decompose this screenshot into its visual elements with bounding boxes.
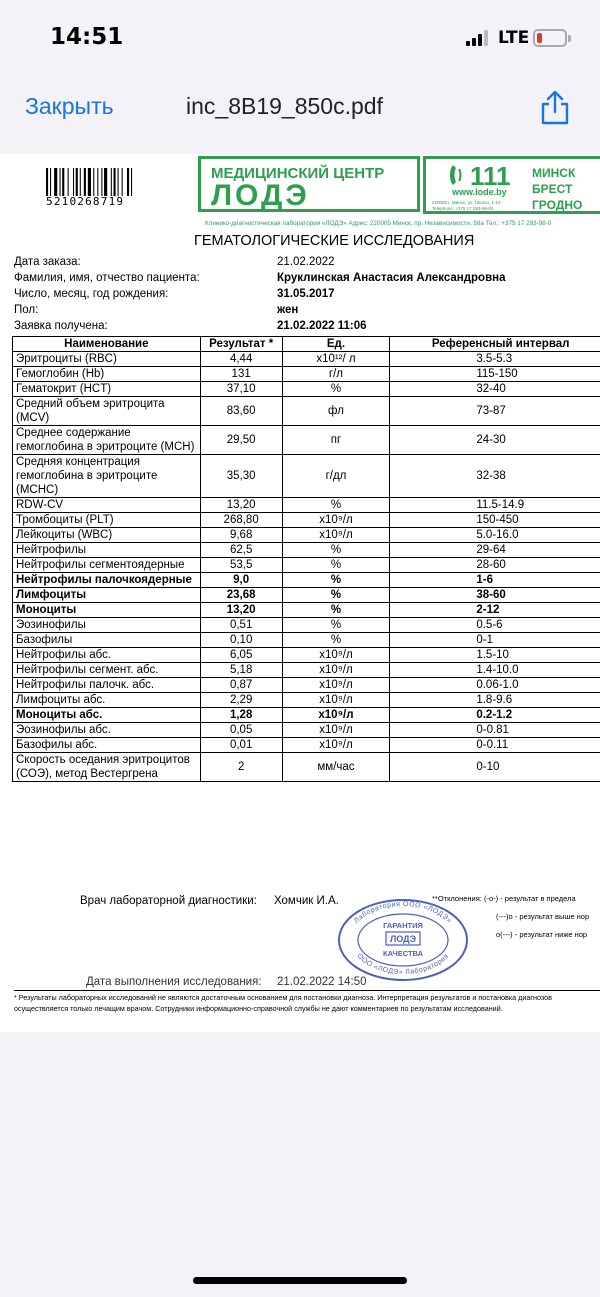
clinic-site: www.lode.by (452, 187, 507, 197)
cell-name: Нейтрофилы (13, 543, 201, 558)
info-value: Круклинская Анастасия Александровна (277, 272, 506, 284)
table-row (13, 738, 600, 753)
legend-line: **Отклонения: (-о-) - результат в предела (432, 894, 576, 903)
cell-name: Тромбоциты (PLT) (13, 513, 201, 528)
cell-name: Средняя концентрация гемоглобина в эритроците (MCHC) (13, 455, 201, 498)
barcode-number: 5210268719 (46, 195, 125, 208)
cell-name: Лимфоциты абс. (13, 693, 201, 708)
cell-name: Базофилы абс. (13, 738, 201, 753)
small-phone-line: Telephone: +375 17 293-98-00 (432, 206, 494, 211)
legend-line: (---)о - результат выше нор (496, 912, 590, 921)
logo-line1: МЕДИЦИНСКИЙ ЦЕНТР (211, 165, 385, 182)
cell-reference: 11.5-14.9 (390, 498, 600, 513)
cell-name: Средний объем эритроцита (MCV) (13, 397, 201, 426)
divider (14, 990, 600, 991)
logo-line2: ЛОДЭ (211, 179, 310, 212)
cell-name: Лимфоциты (13, 588, 201, 603)
cell-name: Эозинофилы (13, 618, 201, 633)
cell-reference: 29-64 (390, 543, 600, 558)
cell-unit: x10⁹/л (282, 648, 390, 663)
cell-result: 6,05 (200, 648, 282, 663)
cell-name: Моноциты (13, 603, 201, 618)
table-row (13, 693, 600, 708)
cell-name: Эозинофилы абс. (13, 723, 201, 738)
table-row (13, 678, 600, 693)
cell-result: 2,29 (200, 693, 282, 708)
cell-result: 9,68 (200, 528, 282, 543)
cell-reference: 115-150 (390, 367, 600, 382)
cell-result: 29,50 (200, 426, 282, 455)
table-row (13, 455, 600, 498)
cell-result: 4,44 (200, 352, 282, 367)
table-row (13, 663, 600, 678)
cell-unit: пг (282, 426, 390, 455)
cell-result: 53,5 (200, 558, 282, 573)
header-result: Результат * (200, 337, 282, 352)
cell-reference: 0.06-1.0 (390, 678, 600, 693)
cell-reference: 0-10 (390, 753, 600, 782)
cell-reference: 0-1 (390, 633, 600, 648)
stamp-quality: КАЧЕСТВА (383, 949, 423, 958)
cell-unit: % (282, 618, 390, 633)
table-row (13, 723, 600, 738)
cell-unit: г/л (282, 367, 390, 382)
battery-icon (533, 29, 567, 47)
cell-unit: мм/час (282, 753, 390, 782)
cell-result: 0,10 (200, 633, 282, 648)
cell-reference: 1-6 (390, 573, 600, 588)
cell-reference: 0.2-1.2 (390, 708, 600, 723)
cell-result: 35,30 (200, 455, 282, 498)
cell-reference: 2-12 (390, 603, 600, 618)
header-unit: Ед. (282, 337, 390, 352)
cell-unit: г/дл (282, 455, 390, 498)
cell-result: 13,20 (200, 498, 282, 513)
cell-unit: % (282, 543, 390, 558)
cell-unit: % (282, 558, 390, 573)
cell-unit: x10⁹/л (282, 723, 390, 738)
cell-unit: x10⁹/л (282, 693, 390, 708)
cell-reference: 0.5-6 (390, 618, 600, 633)
info-label: Пол: (14, 304, 39, 316)
table-row (13, 633, 600, 648)
doctor-label: Врач лабораторной диагностики: (80, 895, 257, 907)
table-row (13, 498, 600, 513)
cell-name: Базофилы (13, 633, 201, 648)
cell-name: RDW-CV (13, 498, 201, 513)
cell-name: Гемоглобин (Hb) (13, 367, 201, 382)
city-grodno: ГРОДНО (532, 198, 583, 212)
cell-unit: x10⁹/л (282, 678, 390, 693)
cell-reference: 5.0-16.0 (390, 528, 600, 543)
cell-name: Среднее содержание гемоглобина в эритроците (MCH) (13, 426, 201, 455)
home-indicator[interactable] (193, 1277, 407, 1284)
close-button[interactable]: Закрыть (25, 93, 114, 119)
cell-unit: % (282, 573, 390, 588)
cell-unit: % (282, 382, 390, 397)
cell-unit: x10⁹/л (282, 708, 390, 723)
cell-name: Нейтрофилы сегмент. абс. (13, 663, 201, 678)
cell-name: Эритроциты (RBC) (13, 352, 201, 367)
cell-name: Нейтрофилы палочкоядерные (13, 573, 201, 588)
table-row (13, 753, 600, 782)
cell-reference: 32-38 (390, 455, 600, 498)
info-label: Заявка получена: (14, 320, 108, 332)
cell-result: 13,20 (200, 603, 282, 618)
stamp-top-text: Лаборатория ООО «ЛОДЭ» (353, 900, 453, 925)
table-row (13, 558, 600, 573)
status-time: 14:51 (50, 24, 124, 50)
header-reference: Референсный интервал (390, 337, 600, 352)
cellular-signal-icon (466, 30, 490, 46)
table-row (13, 513, 600, 528)
table-row (13, 352, 600, 367)
cell-result: 23,68 (200, 588, 282, 603)
cell-result: 62,5 (200, 543, 282, 558)
cell-name: Нейтрофилы абс. (13, 648, 201, 663)
info-value: 31.05.2017 (277, 288, 335, 300)
nav-bar (0, 80, 600, 140)
city-brest: БРЕСТ (532, 182, 573, 196)
cell-result: 0,05 (200, 723, 282, 738)
info-value: 21.02.2022 (277, 256, 335, 268)
cell-unit: x10⁹/л (282, 513, 390, 528)
doctor-name: Хомчик И.А. (274, 895, 339, 907)
cell-reference: 73-87 (390, 397, 600, 426)
clinic-small-address (432, 200, 501, 212)
table-row (13, 708, 600, 723)
cell-unit: % (282, 603, 390, 618)
small-address-line: 220005 г. Минск, ул. Гикало, 1-10 (432, 200, 501, 205)
clinic-cities (532, 165, 582, 213)
table-row (13, 382, 600, 397)
lab-address-line: Клинико-диагностическая лаборатория «ЛОДЭ» Адрес: 220005 Минск, пр. Независимости, 58а Тел.: +375 17 293-98-0 (205, 220, 552, 227)
completion-label: Дата выполнения исследования: (86, 976, 262, 988)
cell-result: 1,28 (200, 708, 282, 723)
table-row (13, 397, 600, 426)
table-row (13, 603, 600, 618)
file-name-title: inc_8B19_850c.pdf (186, 93, 383, 119)
cell-name: Моноциты абс. (13, 708, 201, 723)
cell-name: Лейкоциты (WBC) (13, 528, 201, 543)
results-table (12, 336, 600, 782)
network-type: LTE (498, 28, 530, 48)
stamp-center: ЛОДЭ (389, 934, 417, 944)
info-value: жен (277, 304, 299, 316)
cell-unit: x10⁹/л (282, 663, 390, 678)
cell-reference: 24-30 (390, 426, 600, 455)
cell-result: 5,18 (200, 663, 282, 678)
cell-result: 0,87 (200, 678, 282, 693)
cell-reference: 28-60 (390, 558, 600, 573)
cell-unit: % (282, 498, 390, 513)
info-label: Фамилия, имя, отчество пациента: (14, 272, 200, 284)
clinic-logo (198, 156, 420, 212)
table-row (13, 573, 600, 588)
cell-reference: 0-0.81 (390, 723, 600, 738)
info-label: Число, месяц, год рождения: (14, 288, 169, 300)
footnote: * Результаты лабораторных исследований не являются достаточным основанием для постановки диагноза. Интерпретация результатов и постановка диагнозов осуществляется только лечащим врачом. Сотрудники информационно-справочной службы не дают комментариев по результатам исследований. (14, 993, 552, 1013)
cell-reference: 38-60 (390, 588, 600, 603)
clinic-contacts (423, 156, 600, 214)
phone-icon (448, 163, 466, 187)
table-row (13, 588, 600, 603)
barcode-image (46, 168, 156, 198)
pdf-document[interactable] (0, 154, 600, 1032)
legend-line: о(---) - результат ниже нор (496, 930, 588, 939)
cell-result: 37,10 (200, 382, 282, 397)
stamp-guarantee: ГАРАНТИЯ (383, 921, 423, 930)
cell-reference: 1.4-10.0 (390, 663, 600, 678)
table-row (13, 528, 600, 543)
cell-reference: 1.5-10 (390, 648, 600, 663)
completion-date: 21.02.2022 14:50 (277, 976, 367, 988)
cell-reference: 0-0.11 (390, 738, 600, 753)
city-minsk: МИНСК (532, 166, 576, 180)
cell-unit: x10⁹/л (282, 738, 390, 753)
info-value: 21.02.2022 11:06 (277, 320, 367, 332)
cell-result: 2 (200, 753, 282, 782)
cell-result: 268,80 (200, 513, 282, 528)
stamp-bottom-text: ООО «ЛОДЭ» Лаборатория (355, 952, 451, 977)
cell-unit: % (282, 588, 390, 603)
table-row (13, 367, 600, 382)
cell-name: Скорость оседания эритроцитов (СОЭ), метод Вестергрена (13, 753, 201, 782)
cell-name: Гематокрит (HCT) (13, 382, 201, 397)
document-title: ГЕМАТОЛОГИЧЕСКИЕ ИССЛЕДОВАНИЯ (194, 233, 475, 249)
table-row (13, 426, 600, 455)
cell-name: Нейтрофилы палочк. абс. (13, 678, 201, 693)
cell-unit: x10⁹/л (282, 528, 390, 543)
cell-result: 131 (200, 367, 282, 382)
share-icon[interactable] (538, 90, 572, 126)
table-row (13, 543, 600, 558)
cell-reference: 150-450 (390, 513, 600, 528)
cell-name: Нейтрофилы сегментоядерные (13, 558, 201, 573)
clinic-phone: 111 (470, 161, 511, 191)
cell-unit: фл (282, 397, 390, 426)
table-row (13, 648, 600, 663)
status-bar (0, 0, 600, 80)
quality-stamp (336, 898, 470, 982)
info-label: Дата заказа: (14, 256, 81, 268)
cell-result: 0,01 (200, 738, 282, 753)
cell-reference: 32-40 (390, 382, 600, 397)
cell-reference: 3.5-5.3 (390, 352, 600, 367)
table-row (13, 618, 600, 633)
cell-result: 9,0 (200, 573, 282, 588)
cell-result: 0,51 (200, 618, 282, 633)
header-name: Наименование (13, 337, 201, 352)
cell-unit: % (282, 633, 390, 648)
cell-unit: x10¹²/ л (282, 352, 390, 367)
cell-result: 83,60 (200, 397, 282, 426)
cell-reference: 1.8-9.6 (390, 693, 600, 708)
table-header-row (13, 337, 600, 352)
